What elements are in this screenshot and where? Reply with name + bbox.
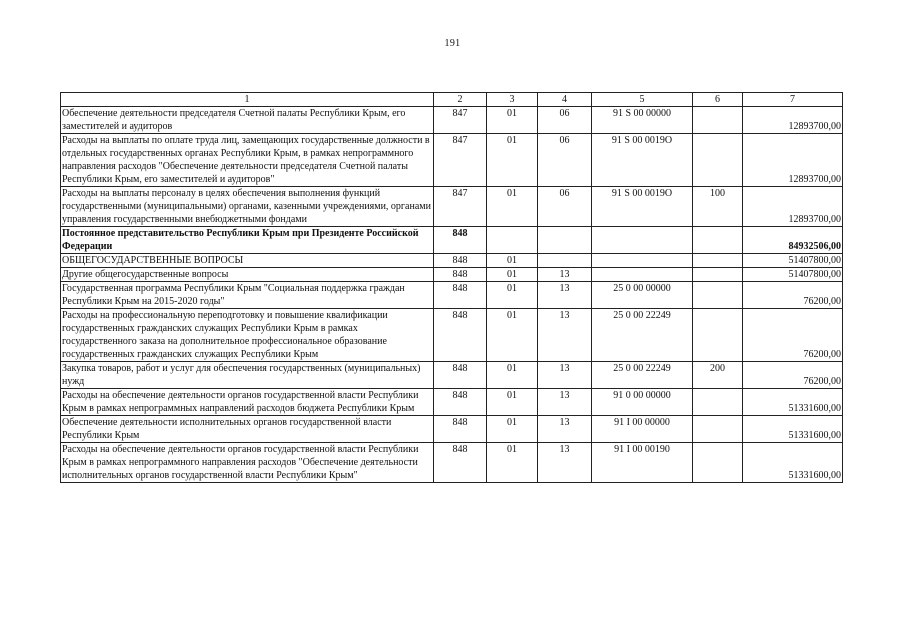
row-podrazdel-cell bbox=[538, 227, 592, 254]
row-vedomstvo-cell: 847 bbox=[434, 134, 487, 187]
column-header-2: 2 bbox=[434, 93, 487, 107]
row-name-cell: Расходы на профессиональную переподготовку и повышение квалификации государственных гражданских служащих Республики Крым в рамках государственного заказа на дополнительное профессиональное образование государственных гражданских служащих Республики Крым bbox=[61, 309, 434, 362]
row-sum-cell: 76200,00 bbox=[743, 282, 843, 309]
table-row bbox=[61, 107, 843, 134]
row-csr-cell bbox=[592, 254, 693, 268]
row-csr-cell: 91 S 00 0019О bbox=[592, 134, 693, 187]
row-sum-cell: 51407800,00 bbox=[743, 268, 843, 282]
row-vedomstvo-cell: 848 bbox=[434, 416, 487, 443]
table-row bbox=[61, 309, 843, 362]
row-name-cell: ОБЩЕГОСУДАРСТВЕННЫЕ ВОПРОСЫ bbox=[61, 254, 434, 268]
row-vedomstvo-cell: 848 bbox=[434, 362, 487, 389]
row-vedomstvo-cell: 848 bbox=[434, 268, 487, 282]
row-podrazdel-cell: 13 bbox=[538, 443, 592, 483]
budget-table bbox=[60, 92, 843, 483]
row-razdel-cell: 01 bbox=[487, 134, 538, 187]
row-name-cell: Постоянное представительство Республики Крым при Президенте Российской Федерации bbox=[61, 227, 434, 254]
row-vedomstvo-cell: 847 bbox=[434, 107, 487, 134]
row-csr-cell: 91 I 00 00190 bbox=[592, 443, 693, 483]
row-vr-cell bbox=[693, 416, 743, 443]
row-podrazdel-cell: 13 bbox=[538, 416, 592, 443]
row-name-cell: Расходы на выплаты персоналу в целях обеспечения выполнения функций государственными (муниципальными) органами, казенными учреждениями, органами управления государственными внебюджетными фондами bbox=[61, 187, 434, 227]
table-row bbox=[61, 389, 843, 416]
row-razdel-cell: 01 bbox=[487, 416, 538, 443]
row-sum-cell: 51331600,00 bbox=[743, 443, 843, 483]
row-sum-cell: 51331600,00 bbox=[743, 416, 843, 443]
row-razdel-cell bbox=[487, 227, 538, 254]
row-razdel-cell: 01 bbox=[487, 443, 538, 483]
row-razdel-cell: 01 bbox=[487, 362, 538, 389]
row-sum-cell: 12893700,00 bbox=[743, 134, 843, 187]
row-sum-cell: 51407800,00 bbox=[743, 254, 843, 268]
row-vedomstvo-cell: 848 bbox=[434, 309, 487, 362]
row-sum-cell: 12893700,00 bbox=[743, 107, 843, 134]
row-vr-cell: 200 bbox=[693, 362, 743, 389]
row-vr-cell: 100 bbox=[693, 187, 743, 227]
row-name-cell: Закупка товаров, работ и услуг для обеспечения государственных (муниципальных) нужд bbox=[61, 362, 434, 389]
row-vr-cell bbox=[693, 389, 743, 416]
row-vr-cell bbox=[693, 227, 743, 254]
row-razdel-cell: 01 bbox=[487, 268, 538, 282]
row-vedomstvo-cell: 848 bbox=[434, 254, 487, 268]
table-header-row bbox=[61, 93, 843, 107]
row-name-cell: Другие общегосударственные вопросы bbox=[61, 268, 434, 282]
row-csr-cell bbox=[592, 268, 693, 282]
row-name-cell: Государственная программа Республики Крым "Социальная поддержка граждан Республики Крым на 2015-2020 годы" bbox=[61, 282, 434, 309]
row-sum-cell: 76200,00 bbox=[743, 309, 843, 362]
row-name-cell: Обеспечение деятельности исполнительных органов государственной власти Республики Крым bbox=[61, 416, 434, 443]
row-razdel-cell: 01 bbox=[487, 309, 538, 362]
row-podrazdel-cell: 13 bbox=[538, 389, 592, 416]
column-header-4: 4 bbox=[538, 93, 592, 107]
table-row bbox=[61, 134, 843, 187]
table-row bbox=[61, 227, 843, 254]
row-vedomstvo-cell: 848 bbox=[434, 389, 487, 416]
row-vr-cell bbox=[693, 107, 743, 134]
row-podrazdel-cell: 06 bbox=[538, 107, 592, 134]
table-row bbox=[61, 268, 843, 282]
row-sum-cell: 76200,00 bbox=[743, 362, 843, 389]
row-vr-cell bbox=[693, 134, 743, 187]
row-razdel-cell: 01 bbox=[487, 107, 538, 134]
column-header-6: 6 bbox=[693, 93, 743, 107]
table-row bbox=[61, 282, 843, 309]
page-number: 191 bbox=[444, 38, 461, 49]
table-row bbox=[61, 416, 843, 443]
row-csr-cell: 25 0 00 22249 bbox=[592, 362, 693, 389]
table-row bbox=[61, 254, 843, 268]
table-row bbox=[61, 362, 843, 389]
row-vr-cell bbox=[693, 254, 743, 268]
row-vr-cell bbox=[693, 309, 743, 362]
row-razdel-cell: 01 bbox=[487, 282, 538, 309]
row-razdel-cell: 01 bbox=[487, 254, 538, 268]
row-sum-cell: 12893700,00 bbox=[743, 187, 843, 227]
row-podrazdel-cell: 06 bbox=[538, 187, 592, 227]
row-vedomstvo-cell: 848 bbox=[434, 282, 487, 309]
table-row bbox=[61, 187, 843, 227]
table-row bbox=[61, 443, 843, 483]
row-vedomstvo-cell: 847 bbox=[434, 187, 487, 227]
row-csr-cell: 91 I 00 00000 bbox=[592, 416, 693, 443]
row-podrazdel-cell: 13 bbox=[538, 309, 592, 362]
row-name-cell: Расходы на обеспечение деятельности органов государственной власти Республики Крым в рамках непрограммного направления расходов "Обеспечение деятельности исполнительных органов государственной власти Республики Крым" bbox=[61, 443, 434, 483]
row-podrazdel-cell: 13 bbox=[538, 268, 592, 282]
row-csr-cell: 91 S 00 00000 bbox=[592, 107, 693, 134]
row-podrazdel-cell bbox=[538, 254, 592, 268]
row-sum-cell: 84932506,00 bbox=[743, 227, 843, 254]
row-csr-cell bbox=[592, 227, 693, 254]
row-vr-cell bbox=[693, 443, 743, 483]
column-header-3: 3 bbox=[487, 93, 538, 107]
row-razdel-cell: 01 bbox=[487, 389, 538, 416]
column-header-7: 7 bbox=[743, 93, 843, 107]
column-header-1: 1 bbox=[61, 93, 434, 107]
row-vr-cell bbox=[693, 268, 743, 282]
row-csr-cell: 25 0 00 22249 bbox=[592, 309, 693, 362]
row-podrazdel-cell: 13 bbox=[538, 282, 592, 309]
row-name-cell: Расходы на выплаты по оплате труда лиц, замещающих государственные должности в отдельных государственных органах Республики Крым, в рамках непрограммного направления расходов "Обеспечение деятельности председателя Счетной палаты Республики Крым, его заместителей и аудиторов" bbox=[61, 134, 434, 187]
row-podrazdel-cell: 13 bbox=[538, 362, 592, 389]
row-vedomstvo-cell: 848 bbox=[434, 227, 487, 254]
row-vedomstvo-cell: 848 bbox=[434, 443, 487, 483]
row-csr-cell: 25 0 00 00000 bbox=[592, 282, 693, 309]
row-vr-cell bbox=[693, 282, 743, 309]
column-header-5: 5 bbox=[592, 93, 693, 107]
row-csr-cell: 91 0 00 00000 bbox=[592, 389, 693, 416]
row-csr-cell: 91 S 00 0019О bbox=[592, 187, 693, 227]
row-podrazdel-cell: 06 bbox=[538, 134, 592, 187]
row-razdel-cell: 01 bbox=[487, 187, 538, 227]
row-name-cell: Расходы на обеспечение деятельности органов государственной власти Республики Крым в рамках непрограммных направлений расходов бюджета Республики Крым bbox=[61, 389, 434, 416]
row-sum-cell: 51331600,00 bbox=[743, 389, 843, 416]
row-name-cell: Обеспечение деятельности председателя Счетной палаты Республики Крым, его заместителей и аудиторов bbox=[61, 107, 434, 134]
